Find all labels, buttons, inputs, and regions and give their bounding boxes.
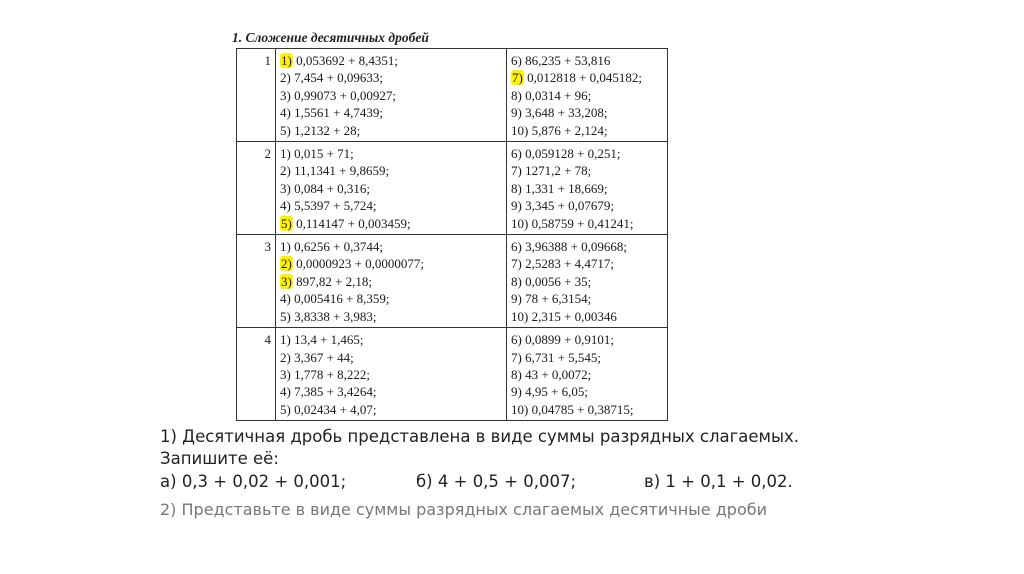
task-label: 10) [511, 122, 529, 138]
task-item [280, 215, 506, 232]
task-label: 1) [280, 332, 291, 348]
task-label: 7) [511, 163, 522, 179]
task-item [511, 162, 667, 179]
task-item [511, 349, 667, 366]
task-expression: 0,04785 + 0,38715; [531, 401, 634, 417]
task-expression: 0,99073 + 0,00927; [294, 87, 397, 103]
task-expression: 3,8338 + 3,983; [294, 308, 377, 324]
exercise-part-c [644, 472, 793, 491]
task-expression: 0,0000923 + 0,0000077; [296, 256, 425, 272]
task-item [280, 197, 506, 214]
task-label: 9) [511, 105, 522, 121]
task-label: 10) [511, 215, 529, 231]
task-item [280, 290, 506, 307]
task-expression: 1,2132 + 28; [294, 122, 361, 138]
task-expression: 0,0056 + 35; [525, 273, 592, 289]
task-expression: 1271,2 + 78; [525, 163, 592, 179]
task-column-right [507, 49, 668, 142]
cut-off-text-line [160, 500, 820, 519]
task-item [511, 273, 667, 290]
task-expression: 5,876 + 2,124; [531, 122, 608, 138]
task-label: 4) [280, 105, 291, 121]
exercise-instruction: Запишите её: [160, 449, 279, 468]
variant-number: 2 [237, 142, 276, 235]
task-expression: 43 + 0,0072; [525, 366, 592, 382]
task-label: 3) [280, 366, 291, 382]
exercise-block [160, 426, 860, 496]
task-expression: 4,95 + 6,05; [525, 384, 589, 400]
task-item [511, 180, 667, 197]
task-item [511, 52, 667, 69]
task-label: 5) [280, 401, 291, 417]
task-item [511, 104, 667, 121]
task-item [511, 122, 667, 139]
exercise-part-label: а) [160, 472, 177, 491]
variant-number: 1 [237, 49, 276, 142]
variant-row [237, 142, 668, 235]
task-item [511, 255, 667, 272]
task-item [280, 52, 506, 69]
task-label: 3) [280, 87, 291, 103]
exercise-part-b [416, 472, 576, 491]
task-item [511, 238, 667, 255]
task-label: 5) [280, 122, 291, 138]
task-item [511, 215, 667, 232]
task-label: 5) [280, 308, 291, 324]
task-expression: 0,015 + 71; [294, 146, 354, 162]
variant-number: 3 [237, 235, 276, 328]
task-column-right [507, 328, 668, 421]
highlighted-task-label: 3) [281, 273, 292, 289]
task-label: 9) [511, 198, 522, 214]
task-expression: 86,235 + 53,816 [525, 53, 611, 68]
task-label: 3) [280, 180, 291, 196]
task-column-left [276, 235, 507, 328]
task-item [280, 238, 506, 255]
task-label: 10) [511, 308, 529, 324]
variants-table [236, 48, 668, 421]
task-label: 2) [280, 349, 291, 365]
task-label: 10) [511, 401, 529, 417]
task-item [280, 366, 506, 383]
task-label: 4) [280, 198, 291, 214]
task-column-left [276, 49, 507, 142]
exercise-statement: 1) Десятичная дробь представлена в виде суммы разрядных слагаемых. [160, 427, 800, 446]
task-item [280, 349, 506, 366]
task-expression: 5,5397 + 5,724; [294, 198, 377, 214]
task-expression: 7,385 + 3,4264; [294, 384, 377, 400]
task-column-left [276, 142, 507, 235]
task-label: 8) [511, 180, 522, 196]
highlighted-task-label: 2) [281, 256, 292, 272]
highlighted-task-label: 5) [281, 215, 292, 231]
task-expression: 0,0899 + 0,9101; [525, 332, 615, 348]
task-label: 8) [511, 366, 522, 382]
task-label: 8) [511, 87, 522, 103]
task-expression: 2,5283 + 4,4717; [525, 256, 615, 272]
task-item [280, 273, 506, 290]
task-label: 1) [280, 146, 291, 162]
task-item [280, 145, 506, 162]
task-item [511, 331, 667, 348]
task-label: 9) [511, 291, 522, 307]
task-expression: 3,367 + 44; [294, 349, 354, 365]
task-item [280, 383, 506, 400]
exercise-part-a [160, 472, 346, 491]
task-expression: 13,4 + 1,465; [294, 332, 364, 348]
task-item [511, 383, 667, 400]
task-item [511, 197, 667, 214]
task-expression: 7,454 + 0,09633; [294, 70, 384, 86]
task-label: 6) [511, 332, 522, 348]
task-item [280, 87, 506, 104]
task-item [280, 122, 506, 139]
variant-row [237, 328, 668, 421]
exercise-part-label: б) [416, 472, 433, 491]
task-expression: 78 + 6,3154; [525, 291, 592, 307]
task-label: 1) [280, 239, 291, 255]
task-item [511, 87, 667, 104]
task-item [511, 401, 667, 418]
task-expression: 3,345 + 0,07679; [525, 198, 615, 214]
highlighted-task-label: 1) [281, 53, 292, 68]
exercise-part-expr: 4 + 0,5 + 0,007; [437, 472, 577, 491]
task-item [280, 162, 506, 179]
task-item [511, 69, 667, 86]
task-expression: 0,02434 + 4,07; [294, 401, 377, 417]
task-column-left [276, 328, 507, 421]
task-expression: 0,114147 + 0,003459; [296, 215, 411, 231]
variant-row [237, 49, 668, 142]
task-expression: 11,1341 + 9,8659; [294, 163, 390, 179]
task-item [511, 290, 667, 307]
task-label: 6) [511, 53, 522, 68]
task-label: 7) [511, 256, 522, 272]
highlighted-task-label: 7) [512, 70, 523, 86]
task-item [280, 331, 506, 348]
task-label: 7) [511, 349, 522, 365]
task-item [511, 366, 667, 383]
page-title: 1. Сложение десятичных дробей [232, 30, 429, 45]
task-label: 8) [511, 273, 522, 289]
task-item [280, 308, 506, 325]
variant-number: 4 [237, 328, 276, 421]
task-label: 4) [280, 291, 291, 307]
task-expression: 0,059128 + 0,251; [525, 146, 621, 162]
task-column-right [507, 142, 668, 235]
task-item [280, 69, 506, 86]
task-column-right [507, 235, 668, 328]
task-item [511, 145, 667, 162]
task-expression: 0,053692 + 8,4351; [296, 53, 399, 68]
exercise-parts [160, 472, 860, 496]
task-item [280, 180, 506, 197]
task-expression: 0,6256 + 0,3744; [294, 239, 384, 255]
task-item [280, 401, 506, 418]
task-expression: 0,084 + 0,316; [294, 180, 371, 196]
task-expression: 3,648 + 33,208; [525, 105, 608, 121]
exercise-part-expr: 1 + 0,1 + 0,02. [665, 472, 793, 491]
task-label: 2) [280, 163, 291, 179]
task-expression: 1,5561 + 4,7439; [294, 105, 384, 121]
task-expression: 0,0314 + 96; [525, 87, 592, 103]
task-expression: 0,005416 + 8,359; [294, 291, 390, 307]
exercise-part-label: в) [644, 472, 661, 491]
task-expression: 0,58759 + 0,41241; [531, 215, 634, 231]
task-expression: 3,96388 + 0,09668; [525, 239, 628, 255]
task-item [280, 104, 506, 121]
task-expression: 1,331 + 18,669; [525, 180, 608, 196]
task-expression: 2,315 + 0,00346 [531, 308, 617, 324]
task-label: 6) [511, 146, 522, 162]
task-item [280, 255, 506, 272]
task-label: 6) [511, 239, 522, 255]
task-label: 9) [511, 384, 522, 400]
task-expression: 6,731 + 5,545; [525, 349, 602, 365]
cut-off-text: 2) Представьте в виде суммы разрядных слагаемых десятичные дроби [160, 500, 767, 519]
task-expression: 0,012818 + 0,045182; [527, 70, 643, 86]
exercise-part-expr: 0,3 + 0,02 + 0,001; [181, 472, 347, 491]
task-label: 4) [280, 384, 291, 400]
variant-row [237, 235, 668, 328]
task-expression: 1,778 + 8,222; [294, 366, 371, 382]
task-label: 2) [280, 70, 291, 86]
task-item [511, 308, 667, 325]
task-expression: 897,82 + 2,18; [296, 273, 373, 289]
